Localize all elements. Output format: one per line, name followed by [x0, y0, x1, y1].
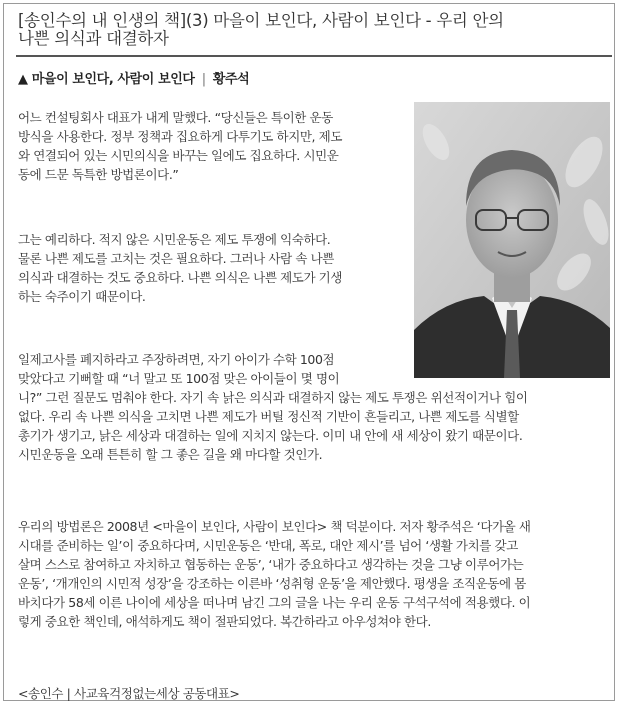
article-headline [18, 12, 608, 48]
book-info-separator: | [201, 72, 206, 87]
paragraph-4 [18, 517, 531, 631]
text-line: 총기가 생기고, 낡은 세상과 대결하는 일에 지치지 않는다. 이미 내 안에 새 세상이 왔기 때문이다. [18, 428, 523, 443]
paragraph-2 [18, 230, 342, 306]
text-line: 시대를 준비하는 일’이 중요하다며, 시민운동은 ‘반대, 폭로, 대안 제시’를 넘어 ‘생활 가치를 갖고 [18, 538, 518, 553]
text-line: 없다. 우리 속 나쁜 의식을 고치면 나쁜 제도가 버틸 정신적 기반이 흔들리고, 나쁜 제도를 식별할 [18, 409, 519, 424]
text-line: 방식을 사용한다. 정부 정책과 집요하게 다투기도 하지만, 제도 [18, 129, 343, 144]
article-frame [3, 3, 615, 701]
text-line: 그는 예리하다. 적지 않은 시민운동은 제도 투쟁에 익숙하다. [18, 232, 331, 247]
headline-line-1: [송인수의 내 인생의 책](3) 마을이 보인다, 사람이 보인다 - 우리 안의 [18, 11, 504, 30]
book-info [18, 68, 249, 87]
text-line: 렇게 중요한 책인데, 애석하게도 책이 절판되었다. 복간하라고 아우성쳐야 한다. [18, 614, 431, 629]
text-line: 어느 컨설팅회사 대표가 내게 말했다. “당신들은 특이한 운동 [18, 110, 333, 125]
text-line: 맞았다고 기뻐할 때 “너 말고 또 100점 맞은 아이들이 몇 명이 [18, 371, 340, 386]
book-title: 마을이 보인다, 사람이 보인다 [31, 72, 195, 87]
text-line: 일제고사를 폐지하라고 주장하려면, 자기 아이가 수학 100점 [18, 352, 335, 367]
author-byline: <송인수 | 사교육걱정없는세상 공동대표> [18, 686, 240, 701]
text-line: 운동’, ‘개개인의 시민적 성장’을 강조하는 이른바 ‘성취형 운동’을 제안했다. 평생을 조직운동에 몸 [18, 576, 526, 591]
text-line: 우리의 방법론은 2008년 <마을이 보인다, 사람이 보인다> 책 덕분이다. 저자 황주석은 ‘다가올 새 [18, 519, 531, 534]
text-line: 바치다가 58세 이른 나이에 세상을 떠나며 남긴 그의 글을 나는 우리 운동 구석구석에 적용했다. 이 [18, 595, 531, 610]
paragraph-3 [18, 350, 528, 464]
book-author: 황주석 [212, 72, 250, 87]
text-line: 시민운동을 오래 튼튼히 할 그 좋은 길을 왜 마다할 것인가. [18, 447, 323, 462]
text-line: 살며 스스로 참여하고 자치하고 협동하는 운동’, ‘내가 중요하다고 생각하는 것을 그냥 이루어가는 [18, 557, 524, 572]
text-line: 의식과 대결하는 것도 중요하다. 나쁜 의식은 나쁜 제도가 기생 [18, 270, 343, 285]
text-line: 물론 나쁜 제도를 고치는 것은 필요하다. 그러나 사람 속 나쁜 [18, 251, 334, 266]
text-line: 동에 드문 독특한 방법론이다.” [18, 167, 179, 182]
author-photo [414, 102, 610, 378]
text-line: 하는 숙주이기 때문이다. [18, 289, 146, 304]
triangle-up-icon: ▲ [18, 72, 28, 87]
title-divider [16, 55, 612, 57]
headline-line-2: 나쁜 의식과 대결하자 [18, 29, 169, 48]
text-line: 니?” 그런 질문도 멈춰야 한다. 자기 속 낡은 의식과 대결하지 않는 제도 투쟁은 위선적이거나 힘이 [18, 390, 528, 405]
text-line: 와 연결되어 있는 시민의식을 바꾸는 일에도 집요하다. 시민운 [18, 148, 339, 163]
paragraph-1 [18, 108, 342, 184]
